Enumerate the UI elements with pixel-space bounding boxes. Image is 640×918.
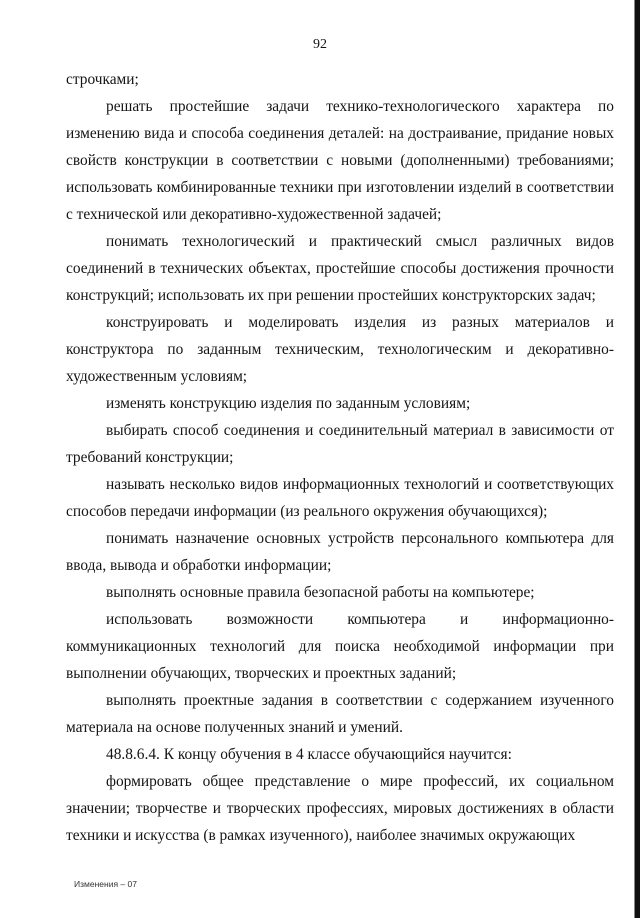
section-heading: 48.8.6.4. К концу обучения в 4 классе обучающийся научится: xyxy=(106,746,512,763)
document-body xyxy=(66,66,614,849)
paragraph: формировать общее представление о мире профессий, их социальном значении; творчестве и творческих профессиях, мировых достижениях в области техники и искусства (в рамках изученного), наиболее значимых окружающих xyxy=(66,773,614,844)
paragraph: конструировать и моделировать изделия из разных материалов и конструктора по заданным техническим, технологическим и декоративно-художественным условиям; xyxy=(66,314,614,385)
paragraph: понимать назначение основных устройств персонального компьютера для ввода, вывода и обработки информации; xyxy=(66,530,614,574)
paragraph: выбирать способ соединения и соединительный материал в зависимости от требований конструкции; xyxy=(66,422,614,466)
scan-edge-border xyxy=(635,0,640,918)
paragraph: использовать возможности компьютера и информационно-коммуникационных технологий для поиска необходимой информации при выполнении обучающих, творческих и проектных заданий; xyxy=(66,611,614,682)
paragraph: решать простейшие задачи технико-технологического характера по изменению вида и способа соединения деталей: на достраивание, придание новых свойств конструкции в соответствии с новыми (дополненными) требованиями; использовать комбинированные техники при изготовлении изделий в соответствии с технической или декоративно-художественной задачей; xyxy=(66,98,614,223)
paragraph: понимать технологический и практический смысл различных видов соединений в технических объектах, простейшие способы достижения прочности конструкций; использовать их при решении простейших конструкторских задач; xyxy=(66,233,614,304)
footer-note: Изменения – 07 xyxy=(74,879,137,889)
paragraph: выполнять проектные задания в соответствии с содержанием изученного материала на основе полученных знаний и умений. xyxy=(66,692,614,736)
paragraph: выполнять основные правила безопасной работы на компьютере; xyxy=(106,584,535,601)
paragraph: изменять конструкцию изделия по заданным условиям; xyxy=(106,395,471,412)
paragraph: называть несколько видов информационных технологий и соответствующих способов передачи информации (из реального окружения обучающихся); xyxy=(66,476,614,520)
paragraph-continuation: строчками; xyxy=(66,71,139,88)
page-number: 92 xyxy=(313,37,327,52)
